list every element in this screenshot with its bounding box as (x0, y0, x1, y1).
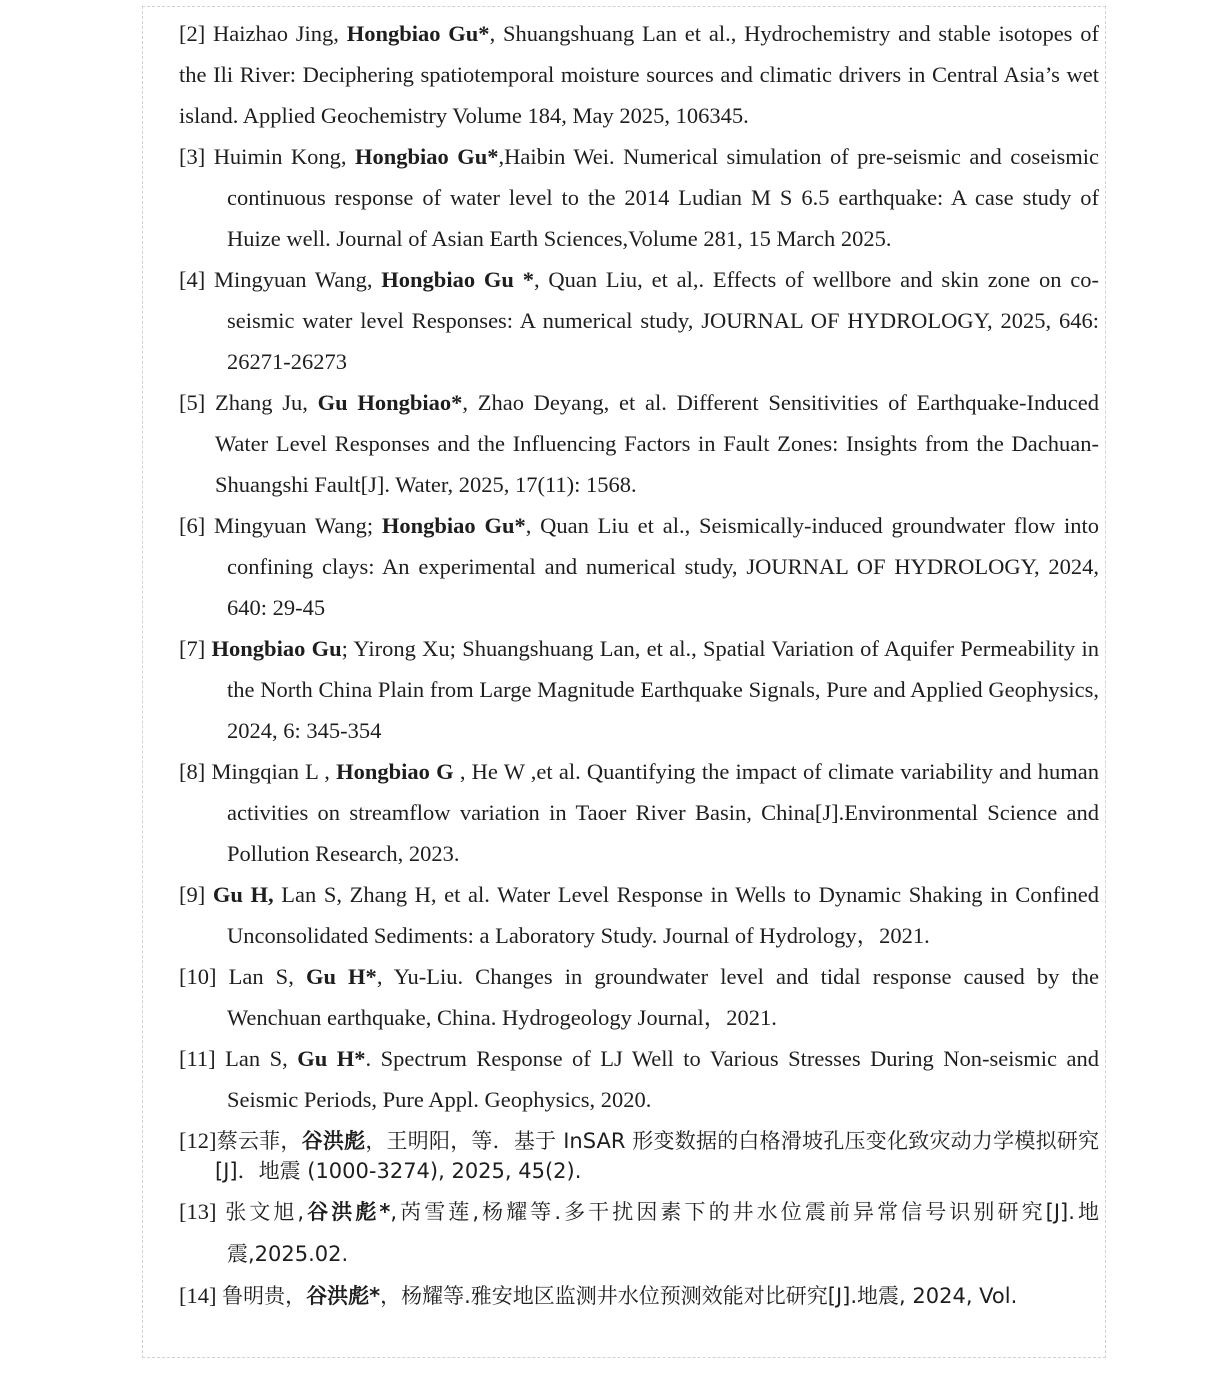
reference-number: [12] (179, 1128, 217, 1153)
reference-details: . Spectrum Response of LJ Well to Various Stresses During Non-seismic and Seismic Periods, Pure Appl. Geophysics, 2020. (227, 1046, 1105, 1112)
reference-details: ; Yirong Xu; Shuangshuang Lan, et al., Spatial Variation of Aquifer Permeability in the North China Plain from Large Magnitude Earthquake Signals, Pure and Applied Geophysics, 2024, 6: 345-354 (227, 636, 1105, 743)
reference-item (179, 1126, 1099, 1186)
reference-number: [11] (179, 1046, 226, 1071)
reference-details: , Quan Liu, et al,. Effects of wellbore and skin zone on co-seismic water level Responses: A numerical study, JOURNAL OF HYDROLOGY, 2025, 646: 26271-26273 (227, 267, 1105, 374)
reference-item (179, 874, 1105, 956)
reference-highlighted-author: 谷洪彪 (301, 1129, 366, 1153)
reference-item (179, 13, 1105, 136)
reference-item (179, 382, 1105, 505)
reference-details: ,芮雪莲,杨耀等.多干扰因素下的井水位震前异常信号识别研究[J].地震,2025.02. (227, 1200, 1099, 1266)
reference-number: [14] (179, 1283, 223, 1308)
reference-authors: Lan S, (228, 964, 306, 989)
reference-item (179, 1038, 1105, 1120)
reference-number: [6] (179, 513, 215, 538)
reference-number: [10] (179, 964, 229, 989)
reference-number: [9] (179, 882, 213, 907)
reference-details: , Shuangshuang Lan et al., Hydrochemistry and stable isotopes of the Ili River: Deciphering spatiotemporal moisture sources and climatic drivers in Central Asia’s wet island. Applied Geochemistry Volume 184, May 2025, 106345. (179, 21, 1105, 128)
reference-list (179, 13, 1105, 1317)
reference-details: , Yu-Liu. Changes in groundwater level and tidal response caused by the Wenchuan earthquake, China. Hydrogeology Journal，2021. (227, 964, 1105, 1030)
reference-details: ，王明阳，等．基于 InSAR 形变数据的白格滑坡孔压变化致灾动力学模拟研究[J]．地震 (1000-3274), 2025, 45(2). (215, 1129, 1100, 1183)
reference-number: [8] (179, 759, 212, 784)
reference-details: ，杨耀等.雅安地区监测井水位预测效能对比研究[J].地震, 2024, Vol. (380, 1284, 1018, 1308)
reference-number: [13] (179, 1199, 226, 1224)
reference-details: , Zhao Deyang, et al. Different Sensitivities of Earthquake-Induced Water Level Responses and the Influencing Factors in Fault Zones: Insights from the Dachuan-Shuangshi Fault[J]. Water, 2025, 17(11): 1568. (215, 390, 1105, 497)
reference-details: Lan S, Zhang H, et al. Water Level Response in Wells to Dynamic Shaking in Confined Unconsolidated Sediments: a Laboratory Study. Journal of Hydrology，2021. (227, 882, 1105, 948)
reference-item (179, 505, 1105, 628)
reference-authors: Mingyuan Wang; (214, 513, 382, 538)
reference-authors: 张文旭, (225, 1200, 305, 1224)
reference-number: [5] (179, 390, 215, 415)
reference-item (179, 628, 1105, 751)
reference-highlighted-author: Gu Hongbiao* (317, 390, 463, 415)
reference-number: [2] (179, 21, 214, 46)
reference-number: [4] (179, 267, 215, 292)
reference-item (179, 751, 1105, 874)
reference-number: [7] (179, 636, 212, 661)
reference-highlighted-author: 谷洪彪* (306, 1284, 381, 1308)
reference-highlighted-author: Gu H* (305, 964, 377, 989)
reference-number: [3] (179, 144, 214, 169)
reference-item (179, 956, 1105, 1038)
reference-details: ,Haibin Wei. Numerical simulation of pre-seismic and coseismic continuous response of water level to the 2014 Ludian M S 6.5 earthquake: A case study of Huize well. Journal of Asian Earth Sciences,Volume 281, 15 March 2025. (227, 144, 1105, 251)
reference-authors: 鲁明贵， (222, 1284, 307, 1308)
reference-item (179, 1191, 1099, 1275)
reference-highlighted-author: 谷洪彪* (304, 1200, 391, 1224)
reference-highlighted-author: Gu H* (297, 1046, 366, 1071)
reference-item (179, 259, 1105, 382)
reference-highlighted-author: Hongbiao Gu * (381, 267, 534, 292)
reference-highlighted-author: Hongbiao Gu* (381, 513, 526, 538)
reference-highlighted-author: Gu H, (212, 882, 274, 907)
document-page (142, 6, 1106, 1358)
reference-item (179, 136, 1105, 259)
reference-details: , Quan Liu et al., Seismically-induced groundwater flow into confining clays: An experimental and numerical study, JOURNAL OF HYDROLOGY, 2024, 640: 29-45 (227, 513, 1105, 620)
reference-highlighted-author: Hongbiao Gu (211, 636, 342, 661)
reference-highlighted-author: Hongbiao Gu* (346, 21, 490, 46)
reference-highlighted-author: Hongbiao Gu* (354, 144, 499, 169)
reference-authors: Zhang Ju, (214, 390, 318, 415)
reference-highlighted-author: Hongbiao G (336, 759, 454, 784)
reference-authors: 蔡云菲， (216, 1129, 302, 1153)
reference-item (179, 1275, 1099, 1317)
reference-authors: Haizhao Jing, (213, 21, 347, 46)
reference-authors: Mingqian L , (211, 759, 337, 784)
reference-authors: Huimin Kong, (213, 144, 355, 169)
reference-authors: Lan S, (225, 1046, 298, 1071)
reference-authors: Mingyuan Wang, (214, 267, 382, 292)
reference-details: , He W ,et al. Quantifying the impact of climate variability and human activities on streamflow variation in Taoer River Basin, China[J].Environmental Science and Pollution Research, 2023. (227, 759, 1105, 866)
